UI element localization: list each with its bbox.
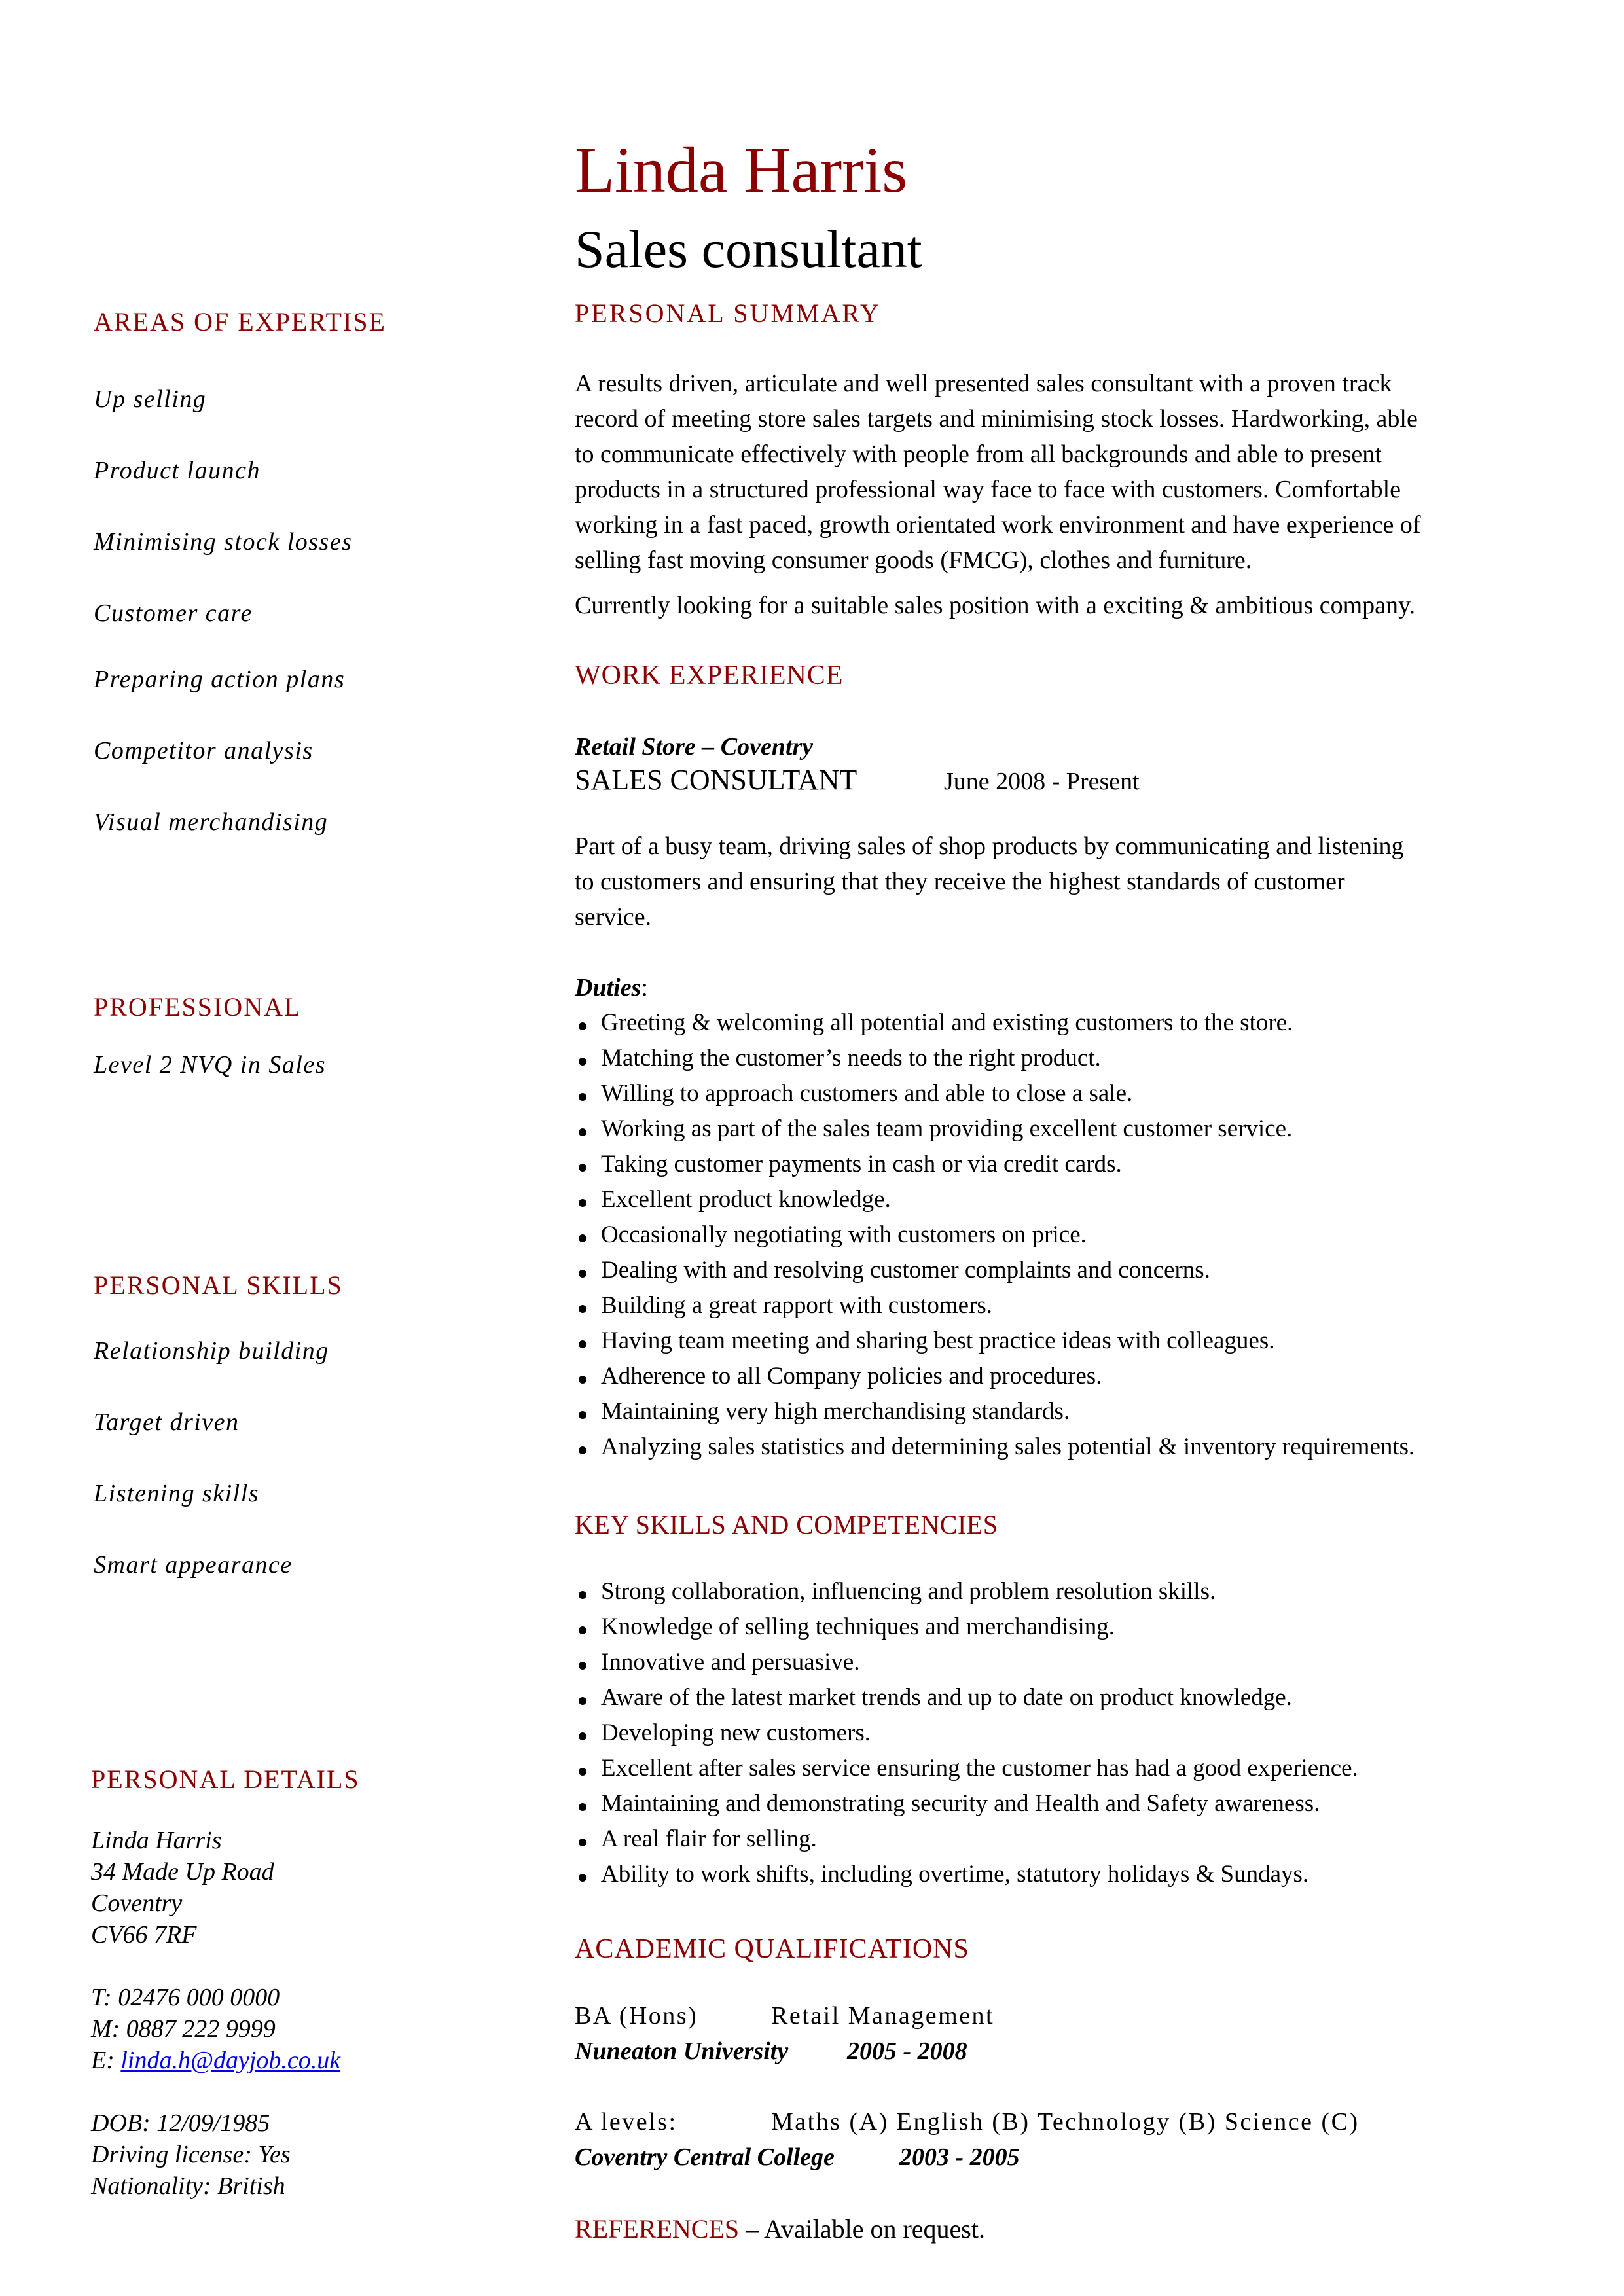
details-license: Driving license: Yes [91,2141,291,2168]
personal-summary-heading: PERSONAL SUMMARY [575,298,881,328]
summary-line: selling fast moving consumer goods (FMCG), clothes and furniture. [575,547,1252,574]
academic-qualifications-heading: ACADEMIC QUALIFICATIONS [575,1934,969,1964]
college-name: Coventry Central College [575,2144,835,2171]
degree-label: BA (Hons) [575,2002,698,2030]
expertise-item: Product launch [94,457,261,484]
expertise-item: Visual merchandising [94,808,329,836]
duty-item: Taking customer payments in cash or via credit cards. [575,1150,1122,1178]
skill-item: Target driven [94,1408,240,1436]
details-telephone: T: 02476 000 0000 [91,1984,280,2011]
position-title: SALES CONSULTANT [575,764,857,796]
expertise-item: Competitor analysis [94,737,314,764]
details-email-prefix: E: [91,2047,121,2074]
duty-item: Dealing with and resolving customer complaints and concerns. [575,1256,1210,1284]
duty-item: Analyzing sales statistics and determining sales potential & inventory requirements. [575,1433,1415,1461]
references-row [575,2214,985,2244]
summary-line: products in a structured professional way face to face with customers. Comfortable [575,476,1401,503]
details-spacer [91,2076,340,2108]
duty-item: Adherence to all Company policies and procedures. [575,1362,1102,1390]
summary-closing: Currently looking for a suitable sales position with a exciting & ambitious company. [575,592,1416,619]
duties-label [575,973,648,1002]
key-skill-item: Innovative and persuasive. [575,1648,860,1676]
references-text: – Available on request. [739,2214,985,2244]
duty-item: Greeting & welcoming all potential and existing customers to the store. [575,1009,1293,1037]
key-skill-item: Knowledge of selling techniques and merchandising. [575,1613,1115,1641]
duty-item: Matching the customer’s needs to the right product. [575,1044,1101,1072]
job-title: Sales consultant [575,219,922,279]
key-skill-item: Maintaining and demonstrating security and Health and Safety awareness. [575,1789,1320,1818]
personal-details [91,1825,340,2202]
references-heading: REFERENCES [575,2214,740,2244]
personal-details-heading: PERSONAL DETAILS [91,1765,360,1794]
expertise-item: Customer care [94,600,253,627]
duty-item: Occasionally negotiating with customers on price. [575,1221,1087,1249]
duty-item: Maintaining very high merchandising standards. [575,1397,1070,1426]
duty-item: Excellent product knowledge. [575,1185,891,1213]
summary-line: record of meeting store sales targets and minimising stock losses. Hardworking, able [575,405,1418,433]
key-skill-item: Ability to work shifts, including overtime, statutory holidays & Sundays. [575,1860,1308,1888]
skill-item: Smart appearance [94,1551,293,1579]
work-experience-heading: WORK EXPERIENCE [575,660,844,691]
employer: Retail Store – Coventry [575,733,814,761]
professional-item: Level 2 NVQ in Sales [94,1051,327,1079]
key-skill-item: Developing new customers. [575,1719,871,1747]
key-skill-item: Aware of the latest market trends and up to date on product knowledge. [575,1683,1292,1712]
description-line: Part of a busy team, driving sales of shop products by communicating and listening [575,833,1404,860]
details-mobile: M: 0887 222 9999 [91,2015,276,2043]
duty-item: Having team meeting and sharing best practice ideas with colleagues. [575,1327,1274,1355]
professional-heading: PROFESSIONAL [94,992,302,1022]
alevels-subjects: Maths (A) English (B) Technology (B) Science (C) [771,2108,1360,2136]
key-skills-heading: KEY SKILLS AND COMPETENCIES [575,1510,998,1539]
personal-skills-heading: PERSONAL SKILLS [94,1270,343,1300]
duties-label-text: Duties [575,974,641,1001]
job-description [575,829,1570,940]
skill-item: Relationship building [94,1337,329,1365]
key-skill-item: A real flair for selling. [575,1825,817,1853]
details-dob: DOB: 12/09/1985 [91,2109,270,2137]
duties-list [575,1009,1570,1467]
key-skill-item: Excellent after sales service ensuring the customer has had a good experience. [575,1754,1358,1782]
duty-item: Working as part of the sales team providing excellent customer service. [575,1115,1292,1143]
alevels-label: A levels: [575,2108,677,2136]
details-address-line-2: Coventry [91,1890,183,1917]
description-line: service. [575,903,652,931]
summary-line: working in a fast paced, growth orientated work environment and have experience of [575,511,1421,539]
position-dates: June 2008 - Present [944,768,1140,795]
details-email-row [91,2045,340,2076]
key-skill-item: Strong collaboration, influencing and problem resolution skills. [575,1577,1216,1605]
skill-item: Listening skills [94,1480,260,1507]
summary-line: A results driven, articulate and well presented sales consultant with a proven track [575,370,1392,397]
degree-subject: Retail Management [771,2002,995,2030]
college-dates: 2003 - 2005 [899,2144,1020,2171]
details-spacer [91,1950,340,1982]
details-name: Linda Harris [91,1827,222,1854]
candidate-name: Linda Harris [575,134,908,206]
personal-summary-text [575,366,1570,582]
university-dates: 2005 - 2008 [847,2037,967,2065]
expertise-heading: AREAS OF EXPERTISE [94,307,386,336]
key-skills-list [575,1577,1570,1905]
duty-item: Building a great rapport with customers. [575,1291,992,1319]
duties-colon: : [641,974,648,1001]
expertise-item: Up selling [94,386,207,413]
expertise-item: Minimising stock losses [94,528,353,556]
summary-line: to communicate effectively with people from all backgrounds and able to present [575,440,1382,468]
university-name: Nuneaton University [575,2037,789,2065]
email-link[interactable]: linda.h@dayjob.co.uk [120,2047,341,2074]
details-address-line-1: 34 Made Up Road [91,1858,274,1886]
expertise-item: Preparing action plans [94,666,346,693]
duty-item: Willing to approach customers and able to close a sale. [575,1079,1132,1107]
details-postcode: CV66 7RF [91,1921,197,1948]
description-line: to customers and ensuring that they receive the highest standards of customer [575,868,1345,895]
details-nationality: Nationality: British [91,2172,285,2200]
